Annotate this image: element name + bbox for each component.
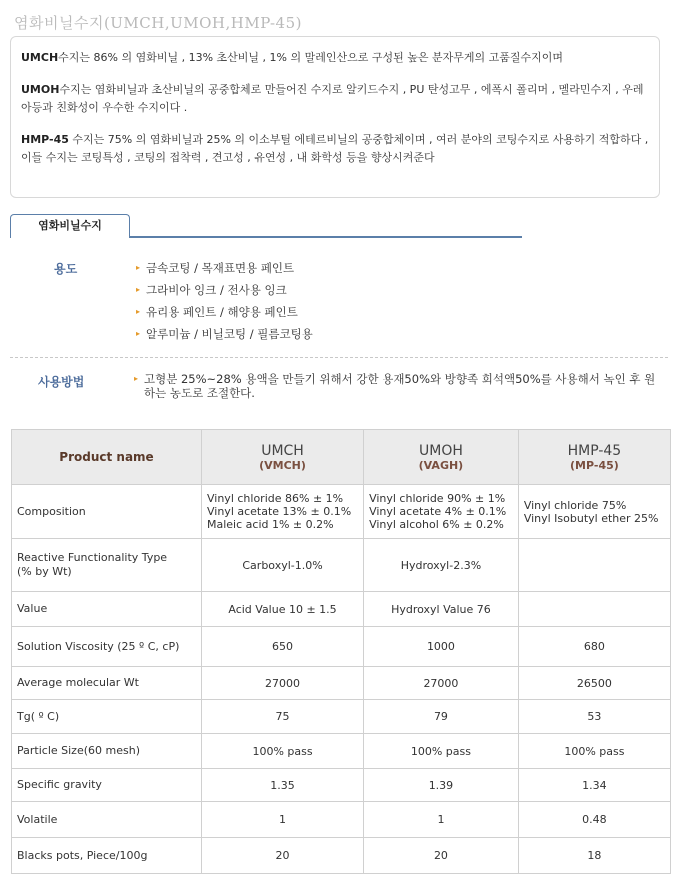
table-cell: Hydroxyl Value 76 bbox=[364, 592, 519, 627]
product-name: UMOH bbox=[419, 442, 463, 459]
method-text-block bbox=[134, 372, 664, 400]
header-product-name bbox=[12, 430, 202, 485]
intro-umoh-text: 수지는 염화비닐과 초산비닐의 공중합체로 만들어진 수지로 알키드수지 , PU 탄성고무 , 에폭시 폴리머 , 멜라민수지 , 우레아등과 친화성이 우수한 수지이다 . bbox=[21, 83, 644, 114]
intro-umoh bbox=[21, 81, 649, 117]
cell-line: Maleic acid 1% ± 0.2% bbox=[207, 518, 334, 531]
usage-label: 용도 bbox=[54, 262, 78, 276]
row-label: Particle Size(60 mesh) bbox=[12, 734, 202, 769]
product-alias: (MP-45) bbox=[570, 458, 619, 472]
cell-line: Vinyl acetate 13% ± 0.1% bbox=[207, 505, 352, 518]
table-row bbox=[12, 667, 671, 700]
header-product bbox=[202, 430, 364, 485]
header-product bbox=[518, 430, 670, 485]
table-row bbox=[12, 485, 671, 539]
table-cell: 0.48 bbox=[518, 802, 670, 838]
cell-line: Vinyl acetate 4% ± 0.1% bbox=[369, 505, 507, 518]
table-cell: 650 bbox=[202, 627, 364, 667]
product-name: HMP-45 bbox=[567, 442, 622, 459]
usage-item-text: 유리용 페인트 / 해양용 페인트 bbox=[146, 305, 298, 319]
table-cell: 1.35 bbox=[202, 769, 364, 802]
table-cell: 75 bbox=[202, 700, 364, 734]
intro-umch-text: 수지는 86% 의 염화비닐 , 13% 초산비닐 , 1% 의 말레인산으로 구성된 높은 분자무게의 고품질수지이며 bbox=[58, 51, 563, 64]
table-cell: 20 bbox=[202, 838, 364, 874]
table-cell: Acid Value 10 ± 1.5 bbox=[202, 592, 364, 627]
table-cell: 27000 bbox=[202, 667, 364, 700]
arrow-bullet-icon: ▸ bbox=[134, 374, 139, 383]
intro-hmp45-name: HMP-45 bbox=[21, 133, 69, 146]
row-label: Solution Viscosity (25 º C, cP) bbox=[12, 627, 202, 667]
table-row bbox=[12, 802, 671, 838]
table-cell: 1.39 bbox=[364, 769, 519, 802]
table-row bbox=[12, 769, 671, 802]
table-cell: 18 bbox=[518, 838, 670, 874]
product-name: UMCH bbox=[261, 442, 304, 459]
table-cell: 100% pass bbox=[202, 734, 364, 769]
row-label: Composition bbox=[12, 485, 202, 539]
table-cell: 1.34 bbox=[518, 769, 670, 802]
usage-item bbox=[136, 257, 313, 279]
arrow-bullet-icon: ▸ bbox=[136, 307, 141, 316]
row-label: Volatile bbox=[12, 802, 202, 838]
table-cell: 1000 bbox=[364, 627, 519, 667]
table-cell bbox=[518, 592, 670, 627]
table-cell: 79 bbox=[364, 700, 519, 734]
section-divider bbox=[10, 357, 668, 358]
table-row bbox=[12, 592, 671, 627]
table-cell: 26500 bbox=[518, 667, 670, 700]
arrow-bullet-icon: ▸ bbox=[136, 329, 141, 338]
section-tab-bar bbox=[10, 214, 522, 238]
table-cell: Hydroxyl-2.3% bbox=[364, 539, 519, 592]
usage-item-text: 그라비아 잉크 / 전사용 잉크 bbox=[146, 283, 287, 297]
usage-item bbox=[136, 323, 313, 345]
usage-item-text: 알루미늄 / 비닐코팅 / 필름코팅용 bbox=[146, 327, 313, 341]
cell-line: Vinyl chloride 90% ± 1% bbox=[369, 492, 506, 505]
cell-line: Vinyl chloride 86% ± 1% bbox=[207, 492, 344, 505]
table-cell: 27000 bbox=[364, 667, 519, 700]
cell-line: Vinyl alcohol 6% ± 0.2% bbox=[369, 518, 504, 531]
row-label: Value bbox=[12, 592, 202, 627]
table-cell: Carboxyl-1.0% bbox=[202, 539, 364, 592]
table-cell: 1 bbox=[202, 802, 364, 838]
intro-umoh-name: UMOH bbox=[21, 83, 60, 96]
table-cell: 680 bbox=[518, 627, 670, 667]
table-cell bbox=[518, 485, 670, 539]
table-cell: 1 bbox=[364, 802, 519, 838]
usage-item-text: 금속코팅 / 목재표면용 페인트 bbox=[146, 261, 295, 275]
table-cell: 53 bbox=[518, 700, 670, 734]
intro-umch bbox=[21, 49, 649, 67]
table-header-row bbox=[12, 430, 671, 485]
header-product-name-label: Product name bbox=[59, 450, 154, 464]
product-alias: (VMCH) bbox=[259, 458, 306, 472]
table-cell: 100% pass bbox=[518, 734, 670, 769]
spec-table bbox=[11, 429, 671, 874]
table-row bbox=[12, 734, 671, 769]
intro-umch-name: UMCH bbox=[21, 51, 59, 64]
intro-hmp45 bbox=[21, 131, 649, 167]
table-cell: 100% pass bbox=[364, 734, 519, 769]
usage-list bbox=[136, 257, 313, 345]
table-cell bbox=[364, 485, 519, 539]
intro-box bbox=[10, 36, 660, 198]
arrow-bullet-icon: ▸ bbox=[136, 285, 141, 294]
row-label: Specific gravity bbox=[12, 769, 202, 802]
table-row bbox=[12, 700, 671, 734]
table-body bbox=[12, 485, 671, 874]
header-product bbox=[364, 430, 519, 485]
usage-item bbox=[136, 301, 313, 323]
method-text: 고형분 25%~28% 용액을 만들기 위해서 강한 용재50%와 방향족 희석액50%를 사용해서 녹인 후 원하는 농도로 조절한다. bbox=[144, 372, 656, 400]
table-cell bbox=[202, 485, 364, 539]
intro-hmp45-text: 수지는 75% 의 염화비닐과 25% 의 이소부틸 에테르비닐의 공중합체이며 , 여러 분야의 코팅수지로 사용하기 적합하다 , 이들 수지는 코팅특성 , 코팅의 접착력 , 견고성 , 유연성 , 내 화학성 등을 향상시켜준다 bbox=[21, 133, 649, 164]
table-row bbox=[12, 838, 671, 874]
table-cell: 20 bbox=[364, 838, 519, 874]
tab-pvc-resin[interactable]: 염화비닐수지 bbox=[10, 214, 130, 238]
table-row bbox=[12, 539, 671, 592]
method-label: 사용방법 bbox=[38, 375, 85, 389]
row-label: Tg( º C) bbox=[12, 700, 202, 734]
cell-line: Vinyl Isobutyl ether 25% bbox=[523, 511, 659, 525]
cell-line: Vinyl chloride 75% bbox=[523, 498, 627, 512]
row-label: Blacks pots, Piece/100g bbox=[12, 838, 202, 874]
table-row bbox=[12, 627, 671, 667]
product-alias: (VAGH) bbox=[418, 458, 464, 472]
arrow-bullet-icon: ▸ bbox=[136, 263, 141, 272]
table-cell bbox=[518, 539, 670, 592]
usage-item bbox=[136, 279, 313, 301]
row-label: Reactive Functionality Type (% by Wt) bbox=[12, 539, 202, 592]
row-label: Average molecular Wt bbox=[12, 667, 202, 700]
page-title: 염화비닐수지(UMCH,UMOH,HMP-45) bbox=[14, 14, 302, 32]
